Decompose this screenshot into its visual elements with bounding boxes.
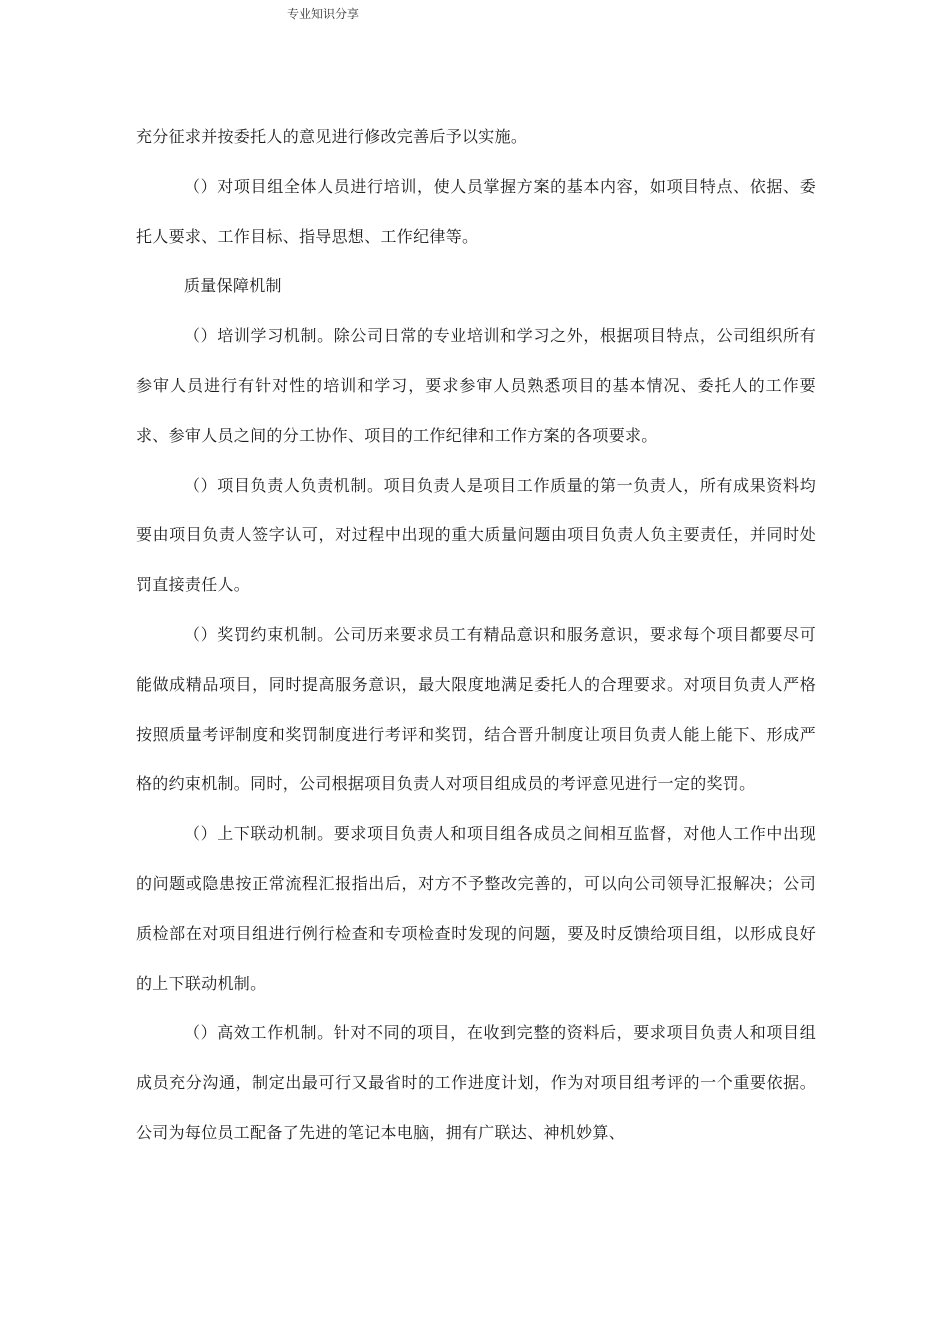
header-note: 专业知识分享 <box>287 7 360 21</box>
section-heading-quality: 质量保障机制 <box>184 276 282 296</box>
document-body <box>136 112 816 1158</box>
paragraph-linkage-mechanism: （）上下联动机制。要求项目负责人和项目组各成员之间相互监督，对他人工作中出现的问题或隐患按正常流程汇报指出后，对方不予整改完善的，可以向公司领导汇报解决；公司质检部在对项目组进行例行检查和专项检查时发现的问题，要及时反馈给项目组，以形成良好的上下联动机制。 <box>136 824 816 993</box>
paragraph-responsibility-mechanism: （）项目负责人负责机制。项目负责人是项目工作质量的第一负责人，所有成果资料均要由项目负责人签字认可，对过程中出现的重大质量问题由项目负责人负主要责任，并同时处罚直接责任人。 <box>136 475 816 595</box>
paragraph-reward-mechanism: （）奖罚约束机制。公司历来要求员工有精品意识和服务意识，要求每个项目都要尽可能做成精品项目，同时提高服务意识，最大限度地满足委托人的合理要求。对项目负责人严格按照质量考评制度和奖罚制度进行考评和奖罚，结合晋升制度让项目负责人能上能下、形成严格的约束机制。同时，公司根据项目负责人对项目组成员的考评意见进行一定的奖罚。 <box>136 624 816 794</box>
paragraph-study-mechanism: （）培训学习机制。除公司日常的专业培训和学习之外，根据项目特点，公司组织所有参审人员进行有针对性的培训和学习，要求参审人员熟悉项目的基本情况、委托人的工作要求、参审人员之间的分工协作、项目的工作纪律和工作方案的各项要求。 <box>136 326 816 445</box>
paragraph-training: （）对项目组全体人员进行培训，使人员掌握方案的基本内容，如项目特点、依据、委托人要求、工作目标、指导思想、工作纪律等。 <box>136 176 816 246</box>
paragraph-continuation: 充分征求并按委托人的意见进行修改完善后予以实施。 <box>136 127 528 146</box>
paragraph-efficiency-mechanism: （）高效工作机制。针对不同的项目，在收到完整的资料后，要求项目负责人和项目组成员充分沟通，制定出最可行又最省时的工作进度计划，作为对项目组考评的一个重要依据。公司为每位员工配备了先进的笔记本电脑，拥有广联达、神机妙算、 <box>136 1023 816 1142</box>
